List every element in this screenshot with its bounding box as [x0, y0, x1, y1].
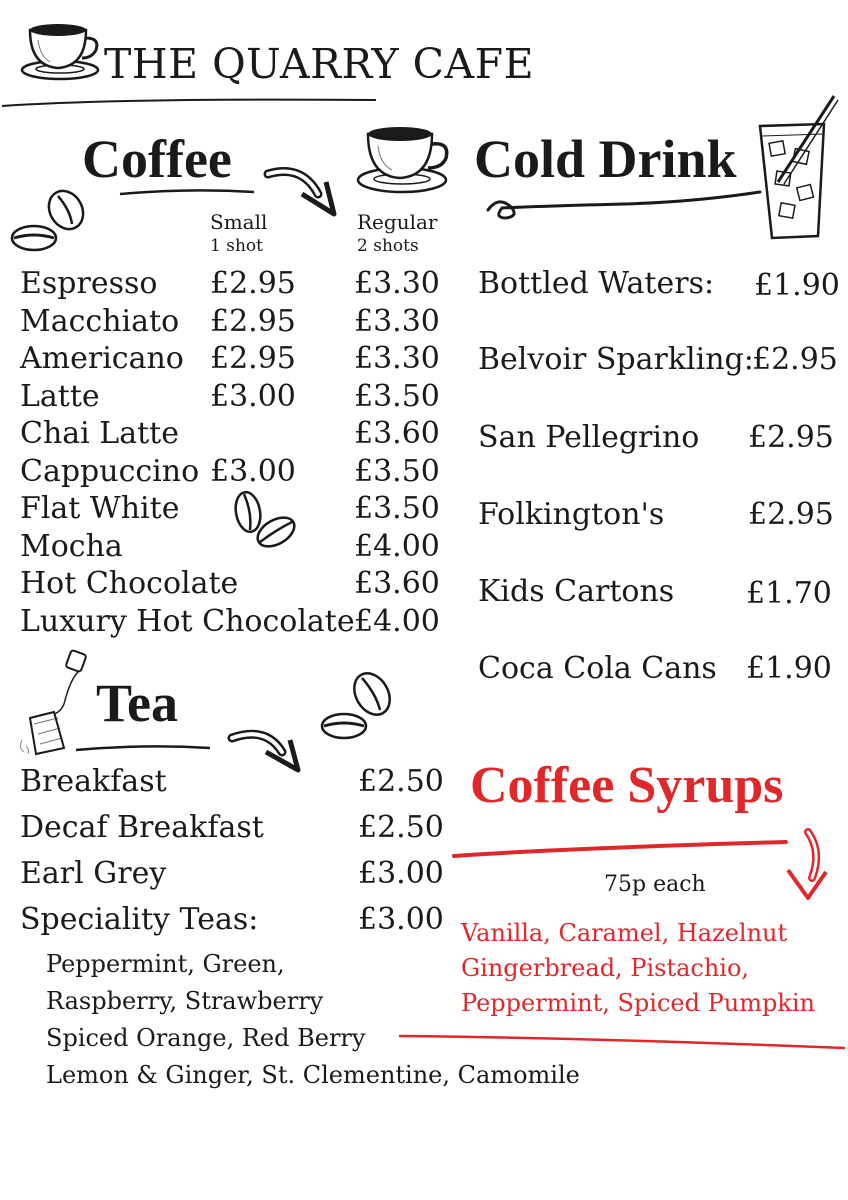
- col-regular-sub: 2 shots: [357, 236, 419, 256]
- coffee-item-hot-chocolate: [20, 566, 440, 604]
- item-name: Coca Cola Cans: [478, 651, 717, 686]
- item-name: Belvoir Sparkling:: [478, 342, 754, 377]
- item-price: £1.70: [746, 576, 832, 611]
- item-price: £2.95: [748, 497, 834, 532]
- cold-drink-heading: Cold Drink: [474, 129, 737, 189]
- cold-item-folkingtons: [478, 497, 834, 532]
- coffee-cup-icon: [352, 118, 458, 198]
- col-regular-title: Regular: [357, 210, 438, 234]
- title-underline: [0, 92, 380, 112]
- item-price-regular: £3.30: [354, 341, 440, 376]
- item-price: £2.95: [748, 420, 834, 455]
- item-price-regular: £3.30: [354, 266, 440, 301]
- col-small-sub: 1 shot: [210, 236, 263, 256]
- item-name: Mocha: [20, 528, 123, 564]
- item-price-regular: £4.00: [354, 528, 440, 564]
- coffee-bean-icon: [10, 188, 86, 260]
- coffee-heading-underline: [118, 184, 258, 200]
- item-name: Kids Cartons: [478, 574, 675, 609]
- cold-item-belvoir-sparkling: [478, 342, 838, 377]
- item-name: San Pellegrino: [478, 420, 700, 455]
- item-name: Speciality Teas:: [20, 902, 259, 937]
- item-price-regular: £3.30: [354, 303, 440, 339]
- item-price-regular: £3.60: [354, 416, 440, 451]
- item-price-small: £3.00: [210, 453, 296, 489]
- item-price-regular: £3.50: [354, 491, 440, 526]
- flavour-line: Peppermint, Green,: [46, 950, 285, 978]
- item-name: Macchiato: [20, 303, 180, 339]
- iced-drink-glass-icon: [748, 92, 842, 242]
- item-price-regular: £3.50: [354, 453, 440, 489]
- item-name: Earl Grey: [20, 856, 167, 891]
- syrup-flavour-list: [461, 916, 815, 1021]
- curved-arrow-icon: [782, 826, 832, 904]
- cold-item-bottled-waters: [478, 266, 840, 303]
- item-price-regular: £3.50: [354, 378, 440, 414]
- item-name: Decaf Breakfast: [20, 810, 264, 845]
- item-price-regular: £3.60: [354, 566, 440, 601]
- item-name: Americano: [20, 341, 184, 376]
- item-name: Chai Latte: [20, 416, 179, 451]
- coffee-item-cappuccino: [20, 454, 440, 492]
- syrups-underline: [450, 836, 790, 862]
- cold-item-coca-cola-cans: [478, 651, 832, 686]
- coffee-item-americano: [20, 341, 440, 379]
- item-price: £1.90: [754, 268, 840, 303]
- item-price: £3.00: [358, 902, 444, 937]
- syrups-bottom-line: [398, 1028, 848, 1054]
- item-name: Hot Chocolate: [20, 566, 239, 601]
- col-small-title: Small: [210, 210, 268, 234]
- syrup-line: Gingerbread, Pistachio,: [461, 954, 750, 982]
- coffee-heading: Coffee: [82, 129, 232, 189]
- coffee-item-espresso: [20, 266, 440, 304]
- item-price-small: £2.95: [210, 266, 296, 301]
- item-name: Cappuccino: [20, 453, 200, 489]
- item-name: Bottled Waters:: [478, 266, 715, 301]
- tea-heading: Tea: [96, 673, 179, 733]
- item-price-small: £3.00: [210, 378, 296, 414]
- cold-heading-swirl: [484, 184, 764, 230]
- curved-arrow-icon: [226, 724, 306, 776]
- item-price: £2.50: [358, 764, 444, 799]
- flavour-line: Raspberry, Strawberry: [46, 987, 324, 1015]
- item-price: £3.00: [358, 856, 444, 891]
- syrup-line: Vanilla, Caramel, Hazelnut: [461, 919, 788, 947]
- item-price: £2.50: [358, 810, 444, 845]
- col-regular-header: [357, 210, 437, 258]
- item-price: £1.90: [746, 651, 832, 686]
- coffee-cup-icon: [10, 18, 100, 84]
- coffee-bean-icon: [228, 490, 300, 556]
- col-small-header: [210, 210, 267, 258]
- coffee-item-latte: [20, 379, 440, 417]
- flavour-line: Lemon & Ginger, St. Clementine, Camomile: [46, 1061, 580, 1089]
- coffee-syrups-heading: Coffee Syrups: [470, 757, 784, 814]
- item-name: Luxury Hot Chocolate: [20, 603, 355, 639]
- curved-arrow-icon: [262, 160, 342, 222]
- item-price-small: £2.95: [210, 341, 296, 376]
- coffee-item-luxury-hot-chocolate: [20, 604, 440, 642]
- item-name: Espresso: [20, 266, 158, 301]
- syrup-price: 75p each: [604, 872, 706, 897]
- item-name: Flat White: [20, 491, 180, 526]
- item-price-small: £2.95: [210, 303, 296, 339]
- coffee-item-macchiato: [20, 304, 440, 342]
- item-price-regular: £4.00: [354, 603, 440, 639]
- item-price: £2.95: [752, 342, 838, 377]
- item-name: Folkington's: [478, 497, 665, 532]
- item-name: Latte: [20, 378, 100, 414]
- cold-item-kids-cartons: [478, 574, 832, 611]
- item-name: Breakfast: [20, 764, 167, 799]
- coffee-bean-icon: [318, 668, 398, 748]
- flavour-line: Spiced Orange, Red Berry: [46, 1024, 366, 1052]
- coffee-item-chai-latte: [20, 416, 440, 454]
- cold-item-san-pellegrino: [478, 420, 834, 455]
- syrup-line: Peppermint, Spiced Pumpkin: [461, 989, 815, 1017]
- page-title: THE QUARRY CAFE: [104, 40, 535, 88]
- tea-heading-underline: [74, 740, 214, 756]
